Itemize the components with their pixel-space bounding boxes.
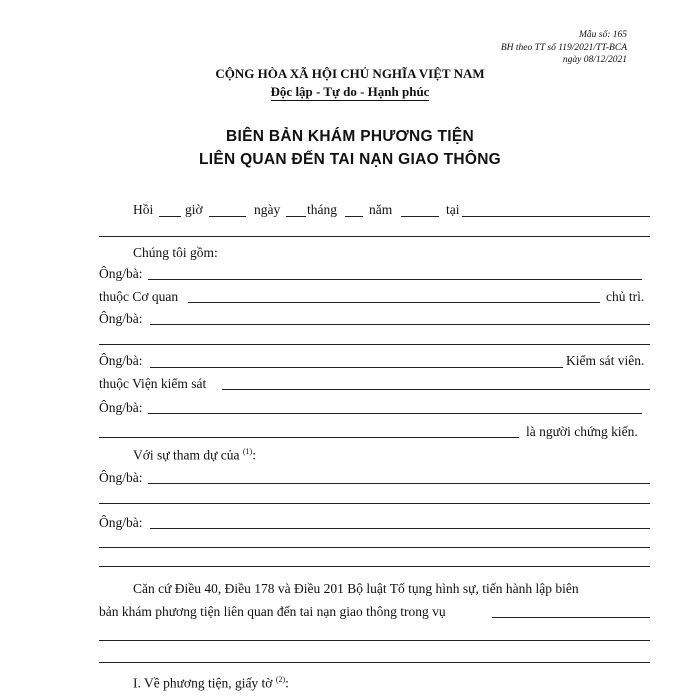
members-intro: Chúng tôi gồm: bbox=[133, 245, 218, 260]
label-nam: năm bbox=[369, 202, 393, 217]
label-ong-ba-5: Ông/bà: bbox=[99, 470, 143, 485]
tham-du-colon: : bbox=[252, 447, 256, 463]
label-ong-ba-4: Ông/bà: bbox=[99, 400, 143, 415]
member-2-blank-2[interactable] bbox=[99, 344, 650, 345]
label-ong-ba-3: Ông/bà: bbox=[99, 353, 143, 368]
label-chu-tri: chủ trì. bbox=[606, 289, 645, 304]
case-blank-3[interactable] bbox=[99, 662, 650, 663]
month-blank[interactable] bbox=[345, 216, 363, 217]
form-number-line2: BH theo TT số 119/2021/TT-BCA bbox=[500, 42, 627, 53]
form-number-line3: ngày 08/12/2021 bbox=[562, 55, 627, 65]
agency-blank[interactable] bbox=[188, 302, 600, 303]
country-name: CỘNG HÒA XÃ HỘI CHỦ NGHĨA VIỆT NAM bbox=[215, 66, 485, 81]
witness-name-blank[interactable] bbox=[148, 413, 642, 414]
place-blank-2[interactable] bbox=[99, 236, 650, 237]
year-blank[interactable] bbox=[401, 216, 439, 217]
section-1-heading bbox=[133, 675, 289, 692]
participant-2-blank[interactable] bbox=[150, 528, 650, 529]
label-kiem-sat-vien: Kiểm sát viên. bbox=[566, 353, 645, 368]
case-blank-2[interactable] bbox=[99, 640, 650, 641]
minute-blank[interactable] bbox=[209, 216, 246, 217]
motto-text: Độc lập - Tự do - Hạnh phúc bbox=[270, 84, 430, 99]
label-tham-du bbox=[133, 447, 256, 464]
basis-line1: Căn cứ Điều 40, Điều 178 và Điều 201 Bộ luật Tố tụng hình sự, tiến hành lập biên bbox=[133, 581, 579, 596]
participant-1-blank-2[interactable] bbox=[99, 503, 650, 504]
document-title-line1: BIÊN BẢN KHÁM PHƯƠNG TIỆN bbox=[226, 128, 474, 145]
label-gio: giờ bbox=[185, 202, 203, 217]
label-thuoc-co-quan: thuộc Cơ quan bbox=[99, 289, 179, 304]
label-ong-ba-1: Ông/bà: bbox=[99, 266, 143, 281]
footnote-2: (2) bbox=[275, 675, 286, 684]
document-title-line2: LIÊN QUAN ĐẾN TAI NẠN GIAO THÔNG bbox=[198, 151, 502, 168]
participant-2-blank-3[interactable] bbox=[99, 566, 650, 567]
participant-2-blank-2[interactable] bbox=[99, 547, 650, 548]
section-1-colon: : bbox=[285, 675, 289, 691]
label-hoi: Hồi bbox=[133, 202, 154, 217]
tham-du-text: Với sự tham dự của bbox=[133, 447, 240, 463]
label-tai: tại bbox=[446, 202, 460, 217]
form-number-line1: Mẫu số: 165 bbox=[578, 30, 627, 40]
member-2-blank[interactable] bbox=[150, 324, 650, 325]
label-thuoc-vien-kiem-sat: thuộc Viện kiểm sát bbox=[99, 376, 207, 391]
label-ong-ba-2: Ông/bà: bbox=[99, 311, 143, 326]
section-1-label: I. Về phương tiện, giấy tờ bbox=[133, 675, 273, 691]
form-number-block bbox=[501, 29, 627, 67]
place-blank[interactable] bbox=[462, 216, 650, 217]
officer-name-blank[interactable] bbox=[148, 279, 642, 280]
case-blank[interactable] bbox=[492, 617, 650, 618]
label-nguoi-chung-kien: là người chứng kiến. bbox=[526, 424, 638, 439]
label-thang: tháng bbox=[307, 202, 337, 217]
participant-1-blank[interactable] bbox=[148, 483, 650, 484]
day-blank[interactable] bbox=[286, 216, 306, 217]
national-motto bbox=[0, 84, 700, 100]
witness-blank-2[interactable] bbox=[99, 437, 519, 438]
label-ngay: ngày bbox=[254, 202, 281, 217]
procuracy-blank[interactable] bbox=[222, 389, 650, 390]
basis-line2: bản khám phương tiện liên quan đến tai nạn giao thông trong vụ bbox=[99, 604, 446, 619]
hour-blank[interactable] bbox=[159, 216, 181, 217]
prosecutor-name-blank[interactable] bbox=[150, 367, 563, 368]
label-ong-ba-6: Ông/bà: bbox=[99, 515, 143, 530]
footnote-1: (1) bbox=[242, 447, 253, 456]
